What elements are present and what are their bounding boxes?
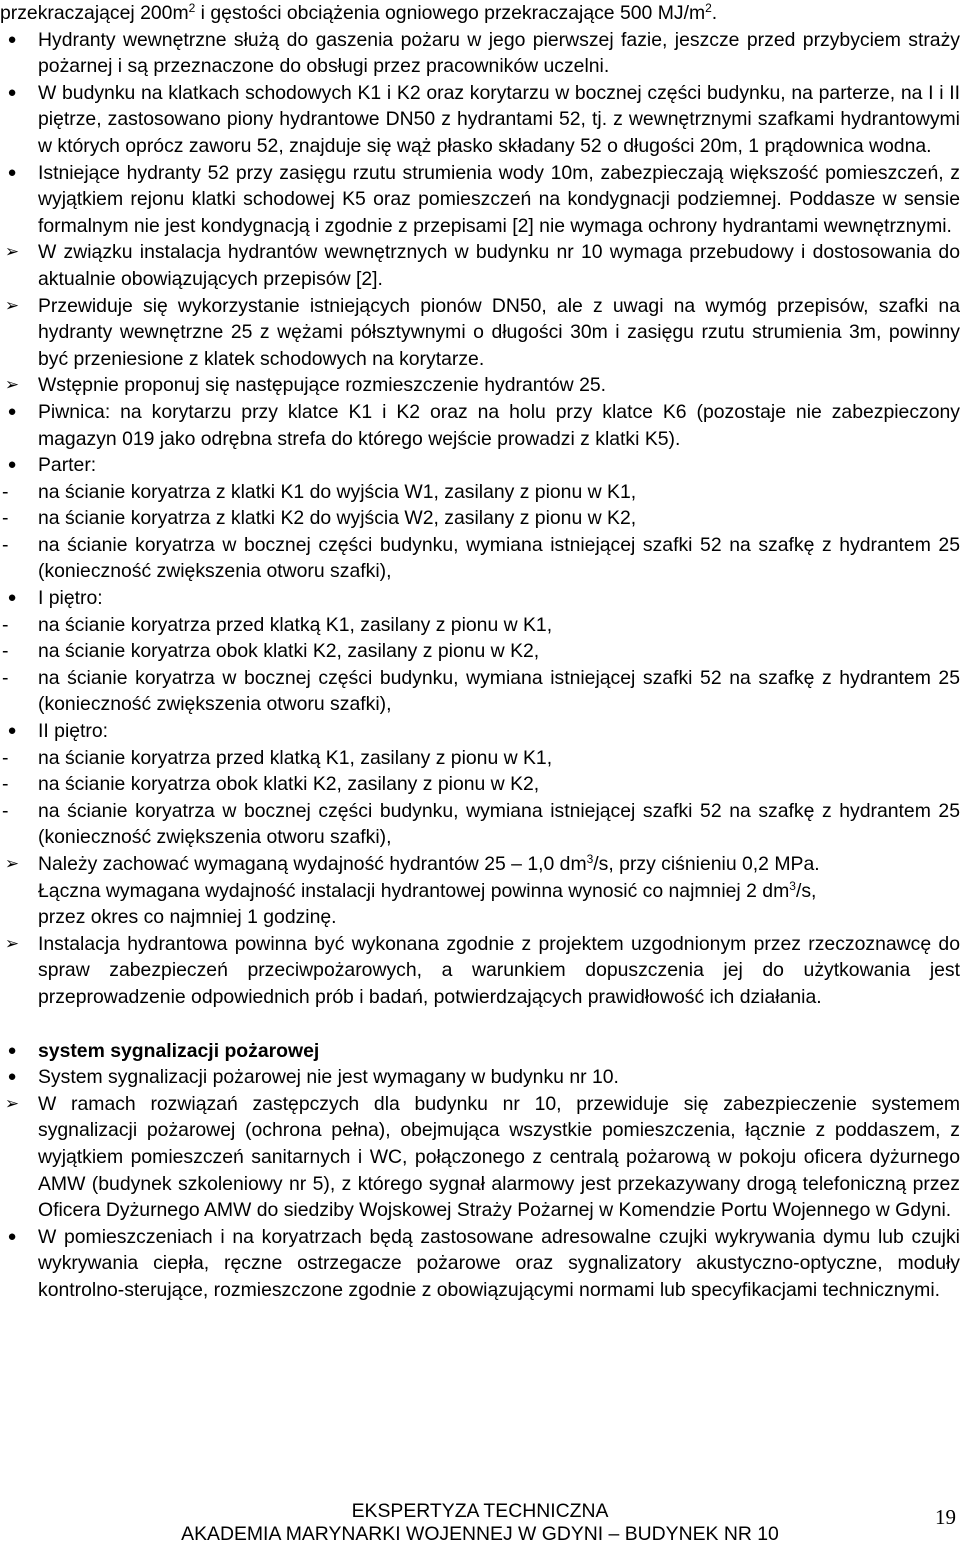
paragraph-text: W budynku na klatkach schodowych K1 i K2 oraz korytarzu w bocznej części budynku, na parterze, na I i II piętrze, zastosowano piony hydrantowe DN50 z hydrantami 52, tj. z wewnętrznymi szafkami hydrantowymi w których oprócz zaworu 52, znajduje się wąż płasko składany 52 o długości 20m, 1 prądownica wodna. <box>38 81 960 157</box>
arrow-item <box>0 931 960 1011</box>
arrow-bullet-icon: ➢ <box>4 1093 20 1114</box>
paragraph-text: System sygnalizacji pożarowej nie jest wymagany w budynku nr 10. <box>38 1066 619 1089</box>
superscript: 3 <box>789 878 796 893</box>
paragraph-text: na ścianie koryatrza obok klatki K2, zasilany z pionu w K2, <box>38 640 540 663</box>
bullet-item <box>0 80 960 160</box>
text-fragment: przekraczającej 200m <box>0 2 189 24</box>
bullet-item <box>0 27 960 80</box>
section-heading: Parter: <box>38 454 97 477</box>
bullet-icon: ● <box>7 1227 17 1245</box>
dash-item <box>0 745 960 772</box>
dash-bullet-icon: - <box>2 507 9 530</box>
paragraph-text: W pomieszczeniach i na koryatrzach będą zastosowane adresowalne czujki wykrywania dymu lub czujki wykrywania ciepła, ręczne ostrzegacze pożarowe oraz sygnalizatory akustyczno-optyczne, moduły kontrolno-sterujące, rozmieszczone zgodnie z obowiązującymi normami lub specyfikacjami technicznymi. <box>38 1225 960 1301</box>
bullet-icon: ● <box>7 402 17 420</box>
bullet-icon: ● <box>7 589 17 607</box>
dash-item <box>0 479 960 506</box>
superscript: 2 <box>188 1 196 15</box>
paragraph-text: na ścianie koryatrza w bocznej części budynku, wymiana istniejącej szafki 52 na szafkę z hydrantem 25 (konieczność zwiększenia otworu szafki), <box>38 533 960 583</box>
arrow-bullet-icon: ➢ <box>4 933 20 954</box>
arrow-item <box>0 1091 960 1224</box>
paragraph-text: Instalacja hydrantowa powinna być wykonana zgodnie z projektem uzgodnionym przez rzeczoznawcę do spraw zabezpieczeń przeciwpożarowych, a warunkiem dopuszczenia jej do użytkowania jest przeprowadzenie odpowiednich prób i badań, potwierdzających prawidłowość ich działania. <box>38 932 960 1008</box>
text-fragment: . <box>711 2 718 24</box>
text-line <box>38 851 960 878</box>
bullet-item <box>0 1038 960 1065</box>
section-heading: system sygnalizacji pożarowej <box>38 1039 320 1062</box>
dash-item <box>0 665 960 718</box>
dash-bullet-icon: - <box>2 640 9 663</box>
dash-bullet-icon: - <box>2 533 9 556</box>
bullet-item <box>0 452 960 479</box>
paragraph-text: na ścianie koryatrza z klatki K2 do wyjścia W2, zasilany z pionu w K2, <box>38 507 637 530</box>
paragraph-text: na ścianie koryatrza przed klatką K1, zasilany z pionu w K1, <box>38 613 553 636</box>
dash-bullet-icon: - <box>2 773 9 796</box>
bullet-item <box>0 585 960 612</box>
paragraph-text: W ramach rozwiązań zastępczych dla budynku nr 10, przewiduje się zabezpieczenie systemem sygnalizacji pożarowej (ochrona pełna), obejmująca wszystkie pomieszczenia, łącznie z poddaszem, z wyjątkiem pomieszczeń sanitarnych i WC, połączonego z centralą pożarową w pokoju oficera dyżurnego AMW (budynek szkoleniowy nr 5), z którego sygnał alarmowy jest przekazywany drogą telefoniczną przez Oficera Dyżurnego AMW do siedziby Wojskowej Straży Pożarnej w Komendzie Portu Wojennego w Gdyni. <box>38 1092 960 1222</box>
arrow-bullet-icon: ➢ <box>4 854 20 874</box>
bullet-icon: ● <box>7 456 17 474</box>
dash-bullet-icon: - <box>2 799 9 822</box>
dash-item <box>0 798 960 851</box>
dash-item <box>0 612 960 639</box>
dash-item <box>0 771 960 798</box>
dash-item <box>0 638 960 665</box>
bullet-icon: ● <box>7 83 17 101</box>
text-fragment: /s, <box>795 879 817 902</box>
text-fragment: Łączna wymagana wydajność instalacji hydrantowej powinna wynosić co najmniej 2 dm <box>38 879 790 902</box>
bullet-item <box>0 1064 960 1091</box>
dash-item <box>0 532 960 585</box>
bullet-icon: ● <box>7 163 17 181</box>
dash-item <box>0 505 960 532</box>
paragraph-text: na ścianie koryatrza w bocznej części budynku, wymiana istniejącej szafki 52 na szafkę z hydrantem 25 (konieczność zwiększenia otworu szafki), <box>38 799 960 849</box>
bullet-icon: ● <box>7 1068 17 1086</box>
paragraph-text: na ścianie koryatrza przed klatką K1, zasilany z pionu w K1, <box>38 746 553 769</box>
section-heading: II piętro: <box>38 720 109 743</box>
arrow-bullet-icon: ➢ <box>4 242 20 263</box>
bullet-item <box>0 718 960 745</box>
paragraph-text: na ścianie koryatrza w bocznej części budynku, wymiana istniejącej szafki 52 na szafkę z hydrantem 25 (konieczność zwiększenia otworu szafki), <box>38 666 960 716</box>
arrow-item <box>0 293 960 373</box>
dash-bullet-icon: - <box>2 746 9 769</box>
paragraph-text: na ścianie koryatrza z klatki K1 do wyjścia W1, zasilany z pionu w K1, <box>38 480 637 503</box>
paragraph-text: Przewiduje się wykorzystanie istniejących pionów DN50, ale z uwagi na wymóg przepisów, szafki na hydranty wewnętrzne 25 z wężami półsztywnymi o długości 30m i zasięgu rzutu strumienia 3m, powinny być przeniesione z klatek schodowych na korytarze. <box>38 294 960 370</box>
bullet-icon: ● <box>7 30 17 48</box>
arrow-item <box>0 372 960 399</box>
footer-title: EKSPERTYZA TECHNICZNA <box>351 1500 609 1522</box>
text-line <box>38 878 960 905</box>
bullet-icon: ● <box>7 722 17 740</box>
text-fragment: /s, przy ciśnieniu 0,2 MPa. <box>593 853 820 875</box>
spacer <box>0 1011 960 1038</box>
arrow-bullet-icon: ➢ <box>4 375 20 396</box>
paragraph-text: Istniejące hydranty 52 przy zasięgu rzutu strumienia wody 10m, zabezpieczają większość pomieszczeń, z wyjątkiem rejonu klatki schodowej K5 oraz pomieszczeń na kondygnacji podziemnej. Poddasze w sensie formalnym nie jest kondygnacją i zgodnie z przepisami [2] nie wymaga ochrony hydrantami wewnętrznymi. <box>38 161 960 237</box>
paragraph-text: na ścianie koryatrza obok klatki K2, zasilany z pionu w K2, <box>38 773 540 796</box>
paragraph-text: Hydranty wewnętrzne służą do gaszenia pożaru w jego pierwszej fazie, jeszcze przed przybyciem straży pożarnej i są przeznaczone do obsługi przez pracowników uczelni. <box>38 28 960 78</box>
dash-bullet-icon: - <box>2 666 9 689</box>
text-line: przez okres co najmniej 1 godzinę. <box>38 906 337 929</box>
arrow-bullet-icon: ➢ <box>4 295 20 316</box>
bullet-item <box>0 1224 960 1304</box>
text-fragment: i gęstości obciążenia ogniowego przekraczające 500 MJ/m <box>195 2 706 24</box>
arrow-item <box>0 239 960 292</box>
dash-bullet-icon: - <box>2 613 9 636</box>
continuation-line <box>0 0 960 27</box>
footer-subtitle: AKADEMIA MARYNARKI WOJENNEJ W GDYNI – BUDYNEK NR 10 <box>181 1523 779 1545</box>
bullet-icon: ● <box>7 1041 17 1059</box>
paragraph-text: Piwnica: na korytarzu przy klatce K1 i K2 oraz na holu przy klatce K6 (pozostaje nie zabezpieczony magazyn 019 jako odrębna strefa do którego wejście prowadzi z klatki K5). <box>38 400 960 450</box>
superscript: 2 <box>705 1 712 15</box>
paragraph-text: Wstępnie proponuj się następujące rozmieszczenie hydrantów 25. <box>38 374 607 397</box>
page-number: 19 <box>935 1505 956 1529</box>
arrow-item <box>0 851 960 931</box>
dash-bullet-icon: - <box>2 480 9 503</box>
bullet-item <box>0 399 960 452</box>
section-heading: I piętro: <box>38 587 103 610</box>
text-fragment: Należy zachować wymaganą wydajność hydrantów 25 – 1,0 dm <box>38 853 587 875</box>
bullet-item <box>0 160 960 240</box>
superscript: 3 <box>586 852 594 866</box>
paragraph-text: W związku instalacja hydrantów wewnętrznych w budynku nr 10 wymaga przebudowy i dostosowania do aktualnie obowiązujących przepisów [2]. <box>38 241 960 290</box>
